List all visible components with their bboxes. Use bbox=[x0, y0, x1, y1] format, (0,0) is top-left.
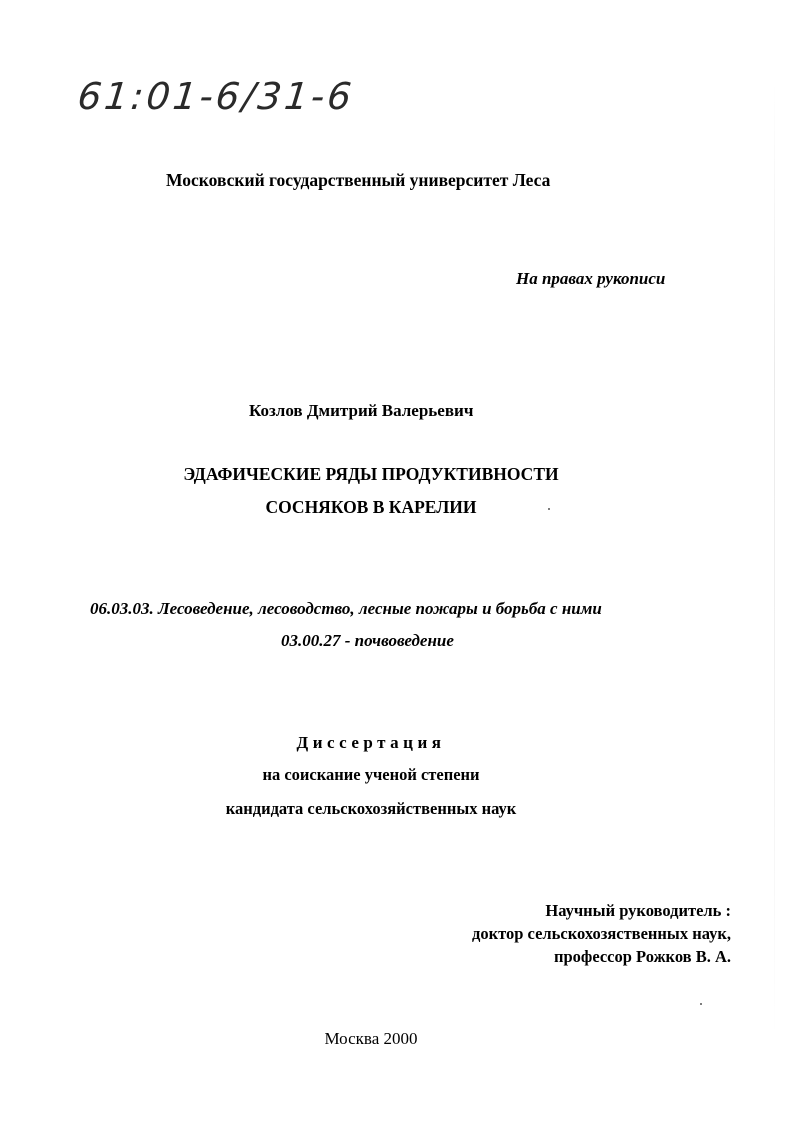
university-name: Московский государственный университет Леса bbox=[166, 170, 551, 190]
specialty-line-1: 06.03.03. Лесоведение, лесоводство, лесные пожары и борьба с ними bbox=[90, 599, 602, 618]
author-name: Козлов Дмитрий Валерьевич bbox=[249, 401, 474, 420]
advisor-name: профессор Рожков В. А. bbox=[553, 947, 731, 966]
scan-edge-shadow bbox=[774, 80, 775, 1040]
rights-notice: На правах рукописи bbox=[516, 269, 666, 288]
handwritten-archive-code: 61:01-6/31-6 bbox=[75, 75, 357, 118]
title-line-1: ЭДАФИЧЕСКИЕ РЯДЫ ПРОДУКТИВНОСТИ bbox=[183, 464, 559, 484]
scan-speck bbox=[548, 508, 550, 510]
advisor-degree: доктор сельскохозяственных наук, bbox=[472, 924, 731, 943]
degree-line-1: на соискание ученой степени bbox=[262, 765, 480, 784]
dissertation-heading: Диссертация bbox=[296, 733, 446, 752]
degree-line-2: кандидата сельскохозяйственных наук bbox=[225, 799, 517, 818]
advisor-label: Научный руководитель : bbox=[545, 901, 731, 920]
city-year: Москва 2000 bbox=[324, 1029, 418, 1048]
title-line-2: СОСНЯКОВ В КАРЕЛИИ bbox=[265, 497, 477, 517]
scan-speck bbox=[700, 1003, 702, 1005]
specialty-line-2: 03.00.27 - почвоведение bbox=[281, 631, 454, 650]
